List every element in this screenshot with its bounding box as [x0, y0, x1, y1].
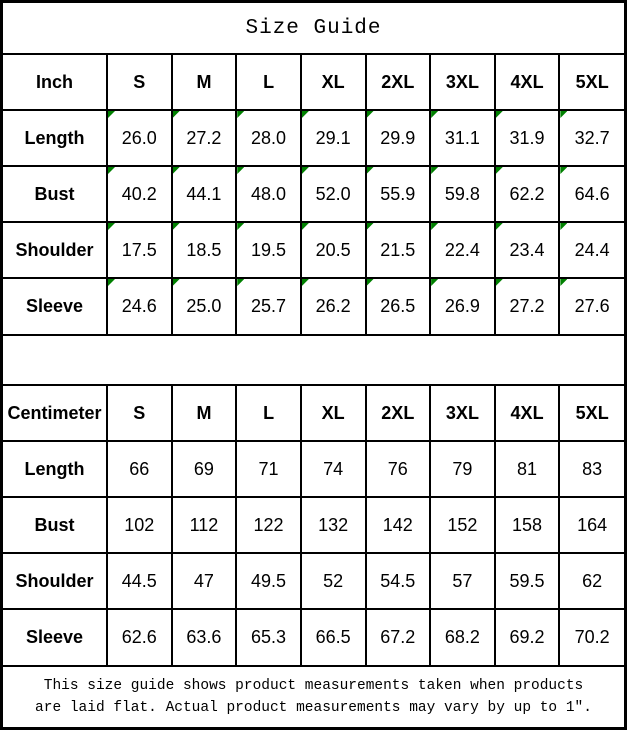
- cell-value: 28.0: [251, 127, 287, 148]
- size-col-header-4xl: 4XL: [495, 386, 560, 441]
- measurement-cell: [301, 222, 366, 278]
- measurement-cell: [430, 110, 495, 166]
- size-col-header-l: L: [236, 55, 301, 110]
- size-col-header-s: S: [107, 55, 172, 110]
- size-col-header-3xl: 3XL: [430, 386, 495, 441]
- flag-triangle-icon: [560, 279, 567, 286]
- measurement-cell: 68.2: [430, 609, 495, 665]
- measurement-cell: [495, 278, 560, 334]
- row-label: Sleeve: [3, 609, 107, 665]
- measurement-cell: 70.2: [559, 609, 624, 665]
- size-col-header-5xl: 5XL: [559, 386, 624, 441]
- row-label: Bust: [3, 497, 107, 553]
- cell-value: 25.7: [251, 296, 287, 316]
- measurement-cell: [301, 110, 366, 166]
- measurement-cell: [236, 222, 301, 278]
- cell-value: 23.4: [509, 239, 545, 260]
- size-col-header-m: M: [172, 386, 237, 441]
- cell-value: 48.0: [251, 183, 287, 204]
- measurement-cell: [236, 278, 301, 334]
- measurement-cell: [107, 278, 172, 334]
- flag-triangle-icon: [496, 167, 503, 174]
- measurement-cell: 122: [236, 497, 301, 553]
- flag-triangle-icon: [108, 279, 115, 286]
- cell-value: 25.0: [186, 296, 222, 316]
- inch-unit-label: Inch: [3, 55, 107, 110]
- flag-triangle-icon: [237, 167, 244, 174]
- cell-value: 21.5: [380, 239, 416, 260]
- cell-value: 29.9: [380, 127, 416, 148]
- cell-value: 55.9: [380, 183, 416, 204]
- flag-triangle-icon: [431, 111, 438, 118]
- measurement-cell: 74: [301, 441, 366, 497]
- flag-triangle-icon: [496, 111, 503, 118]
- cell-value: 22.4: [444, 239, 480, 260]
- measurement-cell: [301, 166, 366, 222]
- measurement-cell: 79: [430, 441, 495, 497]
- inch-bust-row: [3, 166, 624, 222]
- measurement-cell: 81: [495, 441, 560, 497]
- flag-triangle-icon: [302, 111, 309, 118]
- size-col-header-4xl: 4XL: [495, 55, 560, 110]
- measurement-cell: 63.6: [172, 609, 237, 665]
- flag-triangle-icon: [108, 111, 115, 118]
- flag-triangle-icon: [560, 111, 567, 118]
- flag-triangle-icon: [237, 279, 244, 286]
- cell-value: 26.0: [121, 127, 157, 148]
- measurement-cell: 102: [107, 497, 172, 553]
- measurement-cell: [236, 166, 301, 222]
- cell-value: 59.8: [444, 183, 480, 204]
- measurement-cell: [495, 222, 560, 278]
- measurement-cell: 44.5: [107, 553, 172, 609]
- measurement-cell: [172, 222, 237, 278]
- flag-triangle-icon: [367, 223, 374, 230]
- cell-value: 52.0: [315, 183, 351, 204]
- measurement-cell: 62.6: [107, 609, 172, 665]
- flag-triangle-icon: [431, 223, 438, 230]
- measurement-cell: 69.2: [495, 609, 560, 665]
- measurement-cell: [559, 166, 624, 222]
- measurement-cell: 65.3: [236, 609, 301, 665]
- inch-shoulder-row: [3, 222, 624, 278]
- flag-triangle-icon: [431, 167, 438, 174]
- measurement-cell: [430, 222, 495, 278]
- flag-triangle-icon: [237, 223, 244, 230]
- flag-triangle-icon: [173, 279, 180, 286]
- flag-triangle-icon: [108, 223, 115, 230]
- measurement-cell: 71: [236, 441, 301, 497]
- measurement-cell: [366, 110, 431, 166]
- measurement-cell: [172, 166, 237, 222]
- measurement-cell: [366, 278, 431, 334]
- flag-triangle-icon: [173, 111, 180, 118]
- cm-length-row: [3, 441, 624, 497]
- measurement-cell: 132: [301, 497, 366, 553]
- flag-triangle-icon: [496, 279, 503, 286]
- measurement-cell: 142: [366, 497, 431, 553]
- inch-sleeve-row: [3, 278, 624, 334]
- size-col-header-m: M: [172, 55, 237, 110]
- cell-value: 32.7: [574, 127, 610, 148]
- row-label: Shoulder: [3, 222, 107, 278]
- size-col-header-2xl: 2XL: [366, 55, 431, 110]
- flag-triangle-icon: [302, 167, 309, 174]
- cm-header-row: [3, 386, 624, 441]
- inch-length-row: [3, 110, 624, 166]
- flag-triangle-icon: [560, 167, 567, 174]
- cm-sleeve-row: [3, 609, 624, 665]
- table-spacer: [3, 334, 624, 386]
- size-col-header-xl: XL: [301, 386, 366, 441]
- measurement-cell: [430, 278, 495, 334]
- cell-value: 62.2: [509, 183, 545, 204]
- page-title: Size Guide: [3, 3, 624, 55]
- flag-triangle-icon: [367, 167, 374, 174]
- measurement-cell: 49.5: [236, 553, 301, 609]
- cell-value: 24.6: [121, 296, 157, 316]
- flag-triangle-icon: [108, 167, 115, 174]
- measurement-cell: 67.2: [366, 609, 431, 665]
- cell-value: 40.2: [121, 183, 157, 204]
- footer-note-line2: are laid flat. Actual product measurements may vary by up to 1″.: [35, 700, 592, 716]
- flag-triangle-icon: [431, 279, 438, 286]
- size-col-header-xl: XL: [301, 55, 366, 110]
- measurement-cell: [366, 222, 431, 278]
- size-col-header-2xl: 2XL: [366, 386, 431, 441]
- measurement-cell: [107, 166, 172, 222]
- cell-value: 44.1: [186, 183, 222, 204]
- size-col-header-5xl: 5XL: [559, 55, 624, 110]
- measurement-cell: [107, 222, 172, 278]
- measurement-cell: [107, 110, 172, 166]
- measurement-cell: 83: [559, 441, 624, 497]
- measurement-cell: [559, 222, 624, 278]
- flag-triangle-icon: [496, 223, 503, 230]
- size-col-header-s: S: [107, 386, 172, 441]
- cell-value: 27.2: [509, 296, 545, 316]
- cell-value: 26.9: [444, 296, 480, 316]
- measurement-cell: [495, 166, 560, 222]
- flag-triangle-icon: [302, 223, 309, 230]
- centimeter-table: [3, 386, 624, 665]
- measurement-cell: 62: [559, 553, 624, 609]
- inch-header-row: [3, 55, 624, 110]
- flag-triangle-icon: [367, 279, 374, 286]
- cell-value: 26.2: [315, 296, 351, 316]
- row-label: Length: [3, 441, 107, 497]
- measurement-cell: 59.5: [495, 553, 560, 609]
- flag-triangle-icon: [302, 279, 309, 286]
- footer-note: [3, 665, 624, 727]
- row-label: Shoulder: [3, 553, 107, 609]
- cell-value: 18.5: [186, 239, 222, 260]
- cell-value: 26.5: [380, 296, 416, 316]
- measurement-cell: 76: [366, 441, 431, 497]
- flag-triangle-icon: [237, 111, 244, 118]
- measurement-cell: [430, 166, 495, 222]
- measurement-cell: 164: [559, 497, 624, 553]
- measurement-cell: 66: [107, 441, 172, 497]
- measurement-cell: [301, 278, 366, 334]
- flag-triangle-icon: [173, 223, 180, 230]
- measurement-cell: [236, 110, 301, 166]
- cell-value: 24.4: [574, 239, 610, 260]
- cell-value: 20.5: [315, 239, 351, 260]
- measurement-cell: 54.5: [366, 553, 431, 609]
- row-label: Bust: [3, 166, 107, 222]
- cell-value: 64.6: [574, 183, 610, 204]
- cm-bust-row: [3, 497, 624, 553]
- cell-value: 27.2: [186, 127, 222, 148]
- measurement-cell: 69: [172, 441, 237, 497]
- cell-value: 17.5: [121, 239, 157, 260]
- flag-triangle-icon: [560, 223, 567, 230]
- measurement-cell: 52: [301, 553, 366, 609]
- cm-shoulder-row: [3, 553, 624, 609]
- cell-value: 19.5: [251, 239, 287, 260]
- measurement-cell: [495, 110, 560, 166]
- measurement-cell: 152: [430, 497, 495, 553]
- flag-triangle-icon: [173, 167, 180, 174]
- measurement-cell: [366, 166, 431, 222]
- measurement-cell: [559, 110, 624, 166]
- footer-note-line1: This size guide shows product measurements taken when products: [43, 677, 584, 694]
- size-col-header-3xl: 3XL: [430, 55, 495, 110]
- measurement-cell: 158: [495, 497, 560, 553]
- row-label: Length: [3, 110, 107, 166]
- cell-value: 31.9: [509, 127, 545, 148]
- size-col-header-l: L: [236, 386, 301, 441]
- flag-triangle-icon: [367, 111, 374, 118]
- measurement-cell: 47: [172, 553, 237, 609]
- measurement-cell: 66.5: [301, 609, 366, 665]
- inch-table: [3, 55, 624, 334]
- cell-value: 29.1: [315, 127, 351, 148]
- measurement-cell: [172, 278, 237, 334]
- cm-unit-label: Centimeter: [3, 386, 107, 441]
- measurement-cell: 112: [172, 497, 237, 553]
- cell-value: 31.1: [444, 127, 480, 148]
- measurement-cell: 57: [430, 553, 495, 609]
- measurement-cell: [559, 278, 624, 334]
- row-label: Sleeve: [3, 278, 107, 334]
- measurement-cell: [172, 110, 237, 166]
- cell-value: 27.6: [574, 296, 610, 316]
